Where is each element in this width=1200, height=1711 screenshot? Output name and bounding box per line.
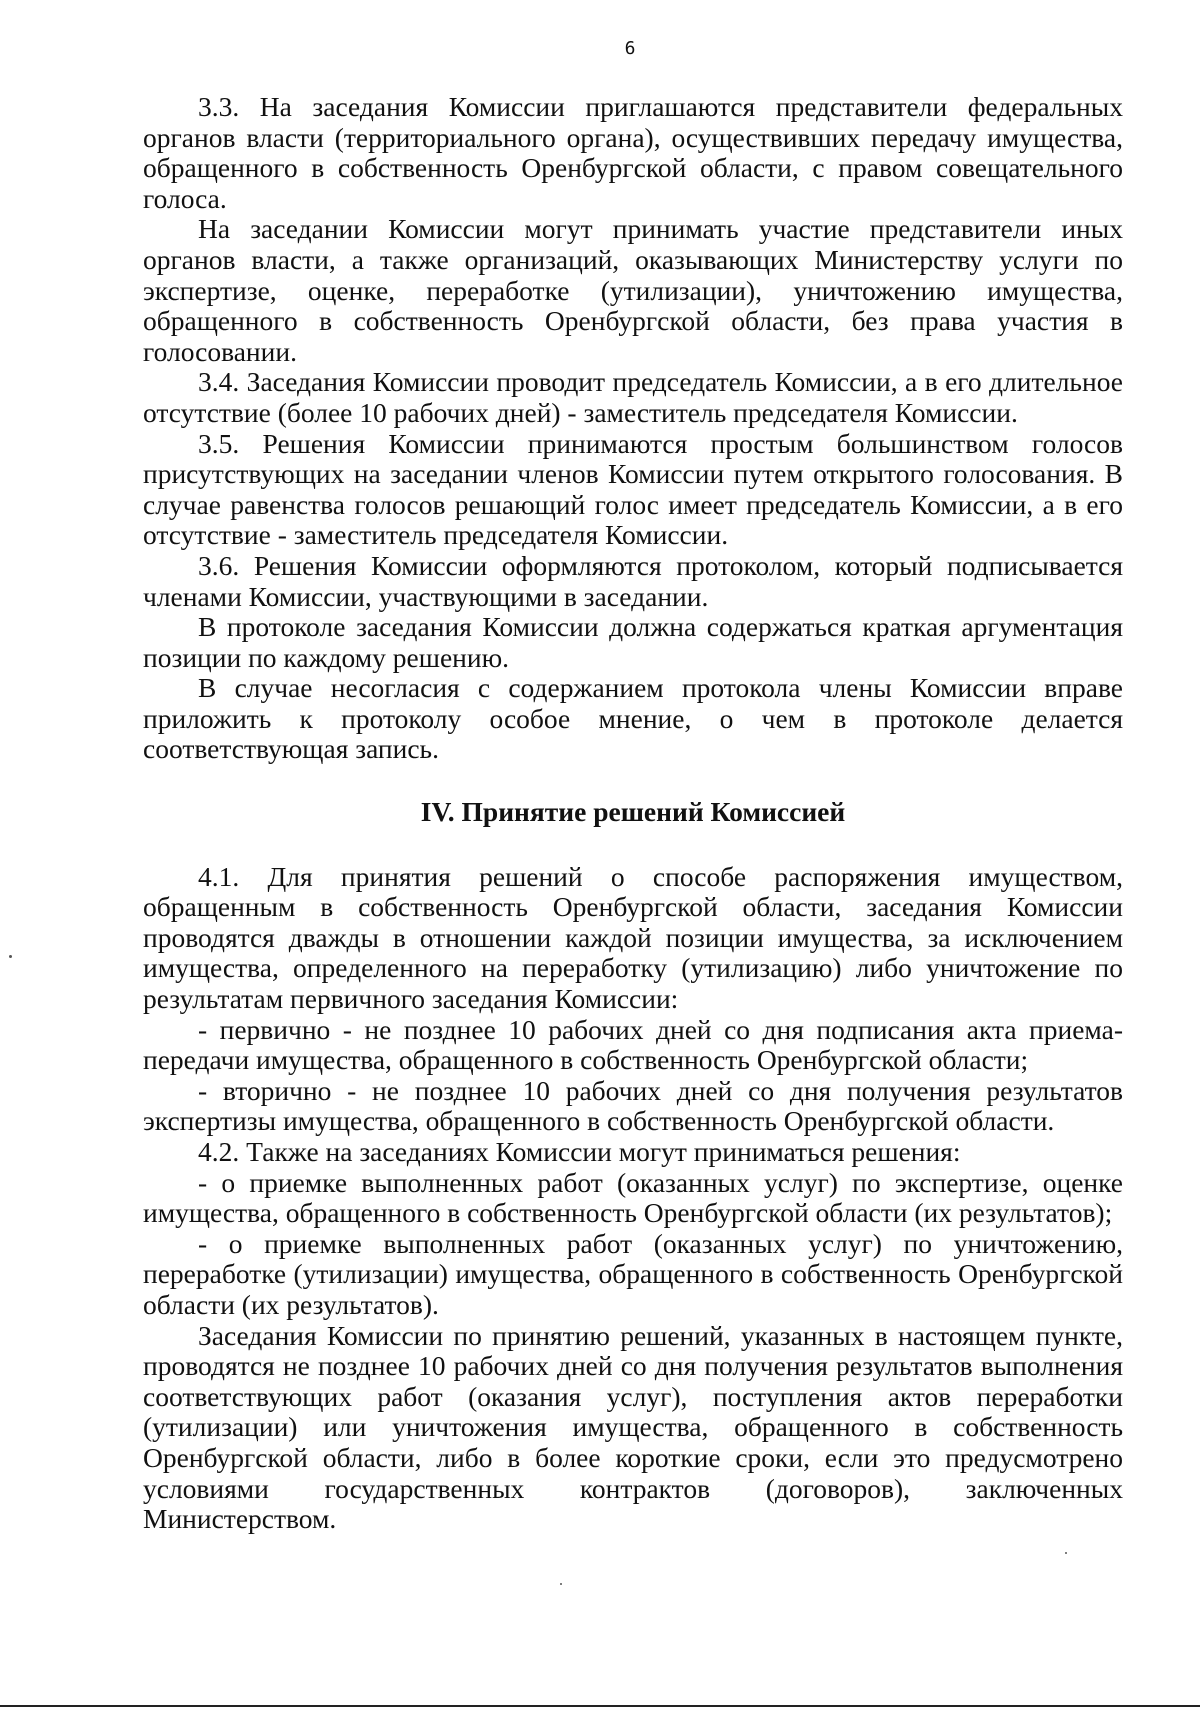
scan-speck xyxy=(1065,1552,1067,1554)
paragraph-dissent: В случае несогласия с содержанием протокола члены Комиссии вправе приложить к протоколу особое мнение, о чем в протоколе делается соответствующая запись. xyxy=(143,672,1123,765)
paragraph-3-3: 3.3. На заседания Комиссии приглашаются представители федеральных органов власти (территориального органа), осуществивших передачу имущества, обращенного в собственность Оренбургской области, с правом совещательного голоса. xyxy=(143,91,1123,214)
paragraph-protocol-argument: В протоколе заседания Комиссии должна содержаться краткая аргументация позиции по каждому решению. xyxy=(143,611,1123,673)
paragraph-4-2: 4.2. Также на заседаниях Комиссии могут приниматься решения: xyxy=(198,1136,961,1167)
paragraph-3-6: 3.6. Решения Комиссии оформляются протоколом, который подписывается членами Комиссии, участвующими в заседании. xyxy=(143,549,1123,612)
list-item-primary: - первично - не позднее 10 рабочих дней со дня подписания акта приема-передачи имущества, обращенного в собственность Оренбургской области; xyxy=(143,1013,1123,1076)
paragraph-3-4: 3.4. Заседания Комиссии проводит председатель Комиссии, а в его длительное отсутствие (более 10 рабочих дней) - заместитель председателя Комиссии. xyxy=(143,366,1123,428)
list-item-acceptance-expertise: - о приемке выполненных работ (оказанных услуг) по экспертизе, оценке имущества, обращенного в собственность Оренбургской области (их результатов); xyxy=(143,1166,1123,1229)
section-heading: IV. Принятие решений Комиссией xyxy=(420,796,846,828)
list-item-acceptance-destruction: - о приемке выполненных работ (оказанных услуг) по уничтожению, переработке (утилизации) имущества, обращенного в собственность Оренбургской области (их результатов). xyxy=(143,1227,1123,1320)
document-body xyxy=(143,92,1123,1535)
scan-speck xyxy=(9,955,12,958)
scan-speck xyxy=(560,1583,562,1585)
paragraph-meeting-deadlines: Заседания Комиссии по принятию решений, указанных в настоящем пункте, проводятся не позднее 10 рабочих дней со дня получения результатов выполнения соответствующих работ (оказания услуг), поступления актов переработки (утилизации) или уничтожения имущества, обращенного в собственность Оренбургской области, либо в более короткие сроки, если это предусмотрено условиями государственных контрактов (договоров), заключенных Министерством. xyxy=(143,1319,1123,1535)
paragraph-4-1: 4.1. Для принятия решений о способе распоряжения имуществом, обращенным в собственность Оренбургской области, заседания Комиссии проводятся дважды в отношении каждой позиции имущества, за исключением имущества, определенного на переработку (утилизацию) либо уничтожение по результатам первичного заседания Комиссии: xyxy=(143,860,1123,1015)
page-number: 6 xyxy=(624,38,636,59)
paragraph-3-5: 3.5. Решения Комиссии принимаются простым большинством голосов присутствующих на заседании членов Комиссии путем открытого голосования. В случае равенства голосов решающий голос имеет председатель Комиссии, а в его отсутствие - заместитель председателя Комиссии. xyxy=(143,427,1123,551)
paragraph-participants: На заседании Комиссии могут принимать участие представители иных органов власти, а также организаций, оказывающих Министерству услуги по экспертизе, оценке, переработке (утилизации), уничтожению имущества, обращенного в собственность Оренбургской области, без права участия в голосовании. xyxy=(143,213,1123,367)
list-item-secondary: - вторично - не позднее 10 рабочих дней со дня получения результатов экспертизы имущества, обращенного в собственность Оренбургской области. xyxy=(143,1074,1123,1137)
scan-edge xyxy=(0,1705,1200,1707)
